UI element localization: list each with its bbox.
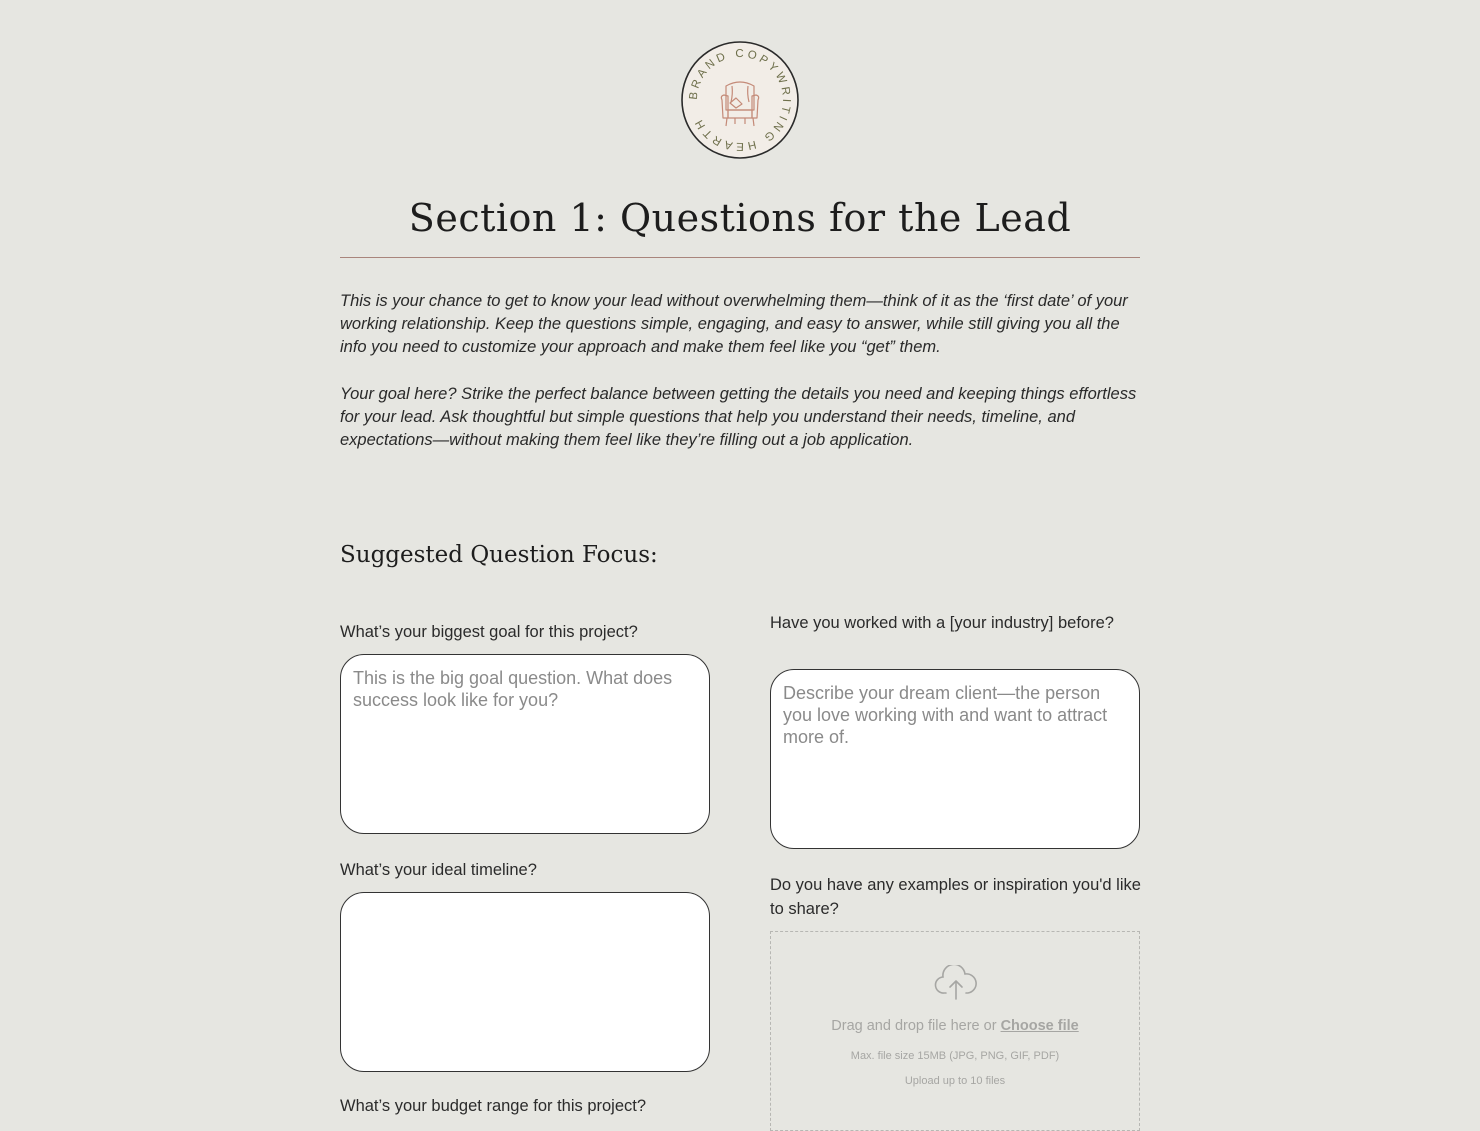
goal-textarea[interactable]	[340, 654, 710, 834]
logo-seal	[680, 40, 800, 160]
upload-limit-note: Upload up to 10 files	[904, 1075, 1006, 1087]
industry-textarea[interactable]	[770, 669, 1140, 849]
dropzone-prompt-text: Drag and drop file here or	[831, 1018, 997, 1034]
choose-file-link[interactable]: Choose file	[1000, 1018, 1079, 1034]
dropzone-prompt	[771, 1018, 1139, 1034]
timeline-label: What’s your ideal timeline?	[340, 861, 537, 879]
industry-label: Have you worked with a [your industry] before?	[770, 614, 1114, 632]
intro-text	[340, 290, 1140, 475]
examples-label: Do you have any examples or inspiration you'd like to share?	[770, 876, 1141, 918]
file-dropzone[interactable]	[770, 931, 1140, 1131]
page-title: Section 1: Questions for the Lead	[408, 196, 1072, 240]
intro-paragraph-1: This is your chance to get to know your lead without overwhelming them—think of it as the ‘first date’ of your working relationship. Keep the questions simple, engaging, and easy to answer, while still giving you all the info you need to customize your approach and make them feel like you “get” them.	[340, 292, 1128, 357]
intro-paragraph-2: Your goal here? Strike the perfect balance between getting the details you need and keeping things effortless for your lead. Ask thoughtful but simple questions that help you understand their needs, timeline, and expectations—without making them feel like they’re filling out a job application.	[340, 384, 1137, 450]
goal-label: What’s your biggest goal for this project?	[340, 623, 638, 641]
budget-label: What’s your budget range for this project?	[340, 1097, 647, 1115]
title-divider	[340, 257, 1140, 258]
timeline-textarea[interactable]	[340, 892, 710, 1072]
max-file-size-note: Max. file size 15MB (JPG, PNG, GIF, PDF)	[850, 1050, 1060, 1062]
logo-ring-text: BRAND COPYWRITING HEARTH	[687, 47, 793, 153]
brand-logo	[680, 40, 800, 160]
cloud-upload-icon	[934, 965, 978, 1001]
section-heading: Suggested Question Focus:	[340, 542, 658, 568]
